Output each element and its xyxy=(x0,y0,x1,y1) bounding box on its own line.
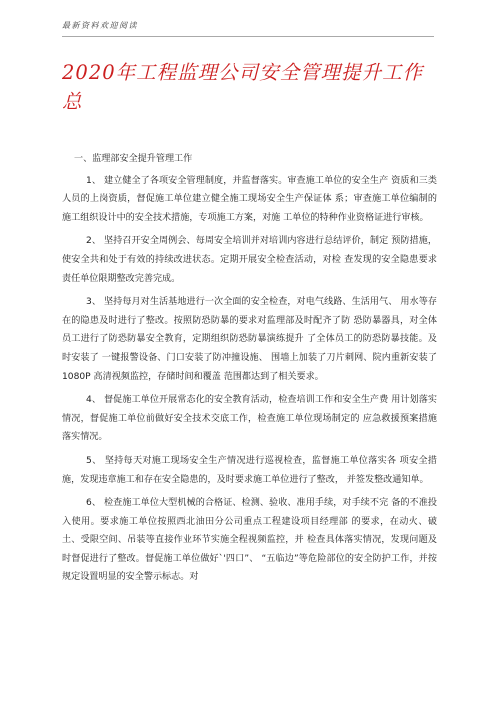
paragraph-6: 6、 检查施工单位大型机械的合格证、检测、验收、准用手续，对手续不完 备的不准投入使用。要求施工单位按照西北油田分公司重点工程建设项目经理部 的要求，在动火、破土、受限空间、吊装等直接作业环节实施全程视频监控，并 检查具体落实情况，发现问题及时督促进行了整改。督促施工单位做好`'四口”、 “五临边”等危险部位的安全防护工作，并按规定设置明显的安全警示标志。对 xyxy=(62,498,437,583)
document-body xyxy=(62,150,437,592)
document-title: 2020年工程监理公司安全管理提升工作总 xyxy=(62,61,424,113)
paragraph-1: 1、 建立健全了各项安全管理制度，并监督落实。审查施工单位的安全生产 资质和三类人员的上岗资质，督促施工单位建立健全施工现场安全生产保证体 系；审查施工单位编制的施工组织设计中的安全技术措施，专项施工方案，对施 工单位的特种作业资格证进行审核。 xyxy=(62,175,437,223)
section-heading: 一、监理部安全提升管理工作 xyxy=(74,154,193,164)
header-note: 最新资料欢迎阅读 xyxy=(62,21,138,30)
paragraph-5: 5、 坚持每天对施工现场安全生产情况进行巡视检查，监督施工单位落实各 项安全措施，发现违章施工和存在安全隐患的，及时要求施工单位进行了整改， 并签发整改通知单。 xyxy=(62,455,437,485)
header-divider xyxy=(62,36,434,37)
paragraph-2: 2、 坚持召开安全周例会、每周安全培训并对培训内容进行总结评价，制定 预防措施，使安全共和处于有效的持续改进状态。定期开展安全检查活动，对检 查发现的安全隐患要求责任单位限期整改完善完成。 xyxy=(62,236,437,284)
paragraph-4: 4、 督促施工单位开展常态化的安全教育活动，检查培训工作和安全生产费 用计划落实情况，督促施工单位前做好安全技术交底工作，检查施工单位现场制定的 应急救援预案措施落实情况。 xyxy=(62,395,437,443)
paragraph-3: 3、 坚持每月对生活基地进行一次全面的安全检查，对电气线路、生活用气、 用水等存在的隐患及时进行了整改。按照防恐防暴的要求对监理部及时配齐了防 恐防暴器具，对全体员工进行了防恐防暴安全教育，定期组织防恐防暴演练提升 了全体员工的防恐防暴技能。及时安装了 一键报警设备、门口安装了防冲撞设施、 围墙上加装了刀片刺网、院内重新安装了 1080P 高清视频监控，存储时间和覆盖 范围都达到了相关要求。 xyxy=(62,297,437,382)
